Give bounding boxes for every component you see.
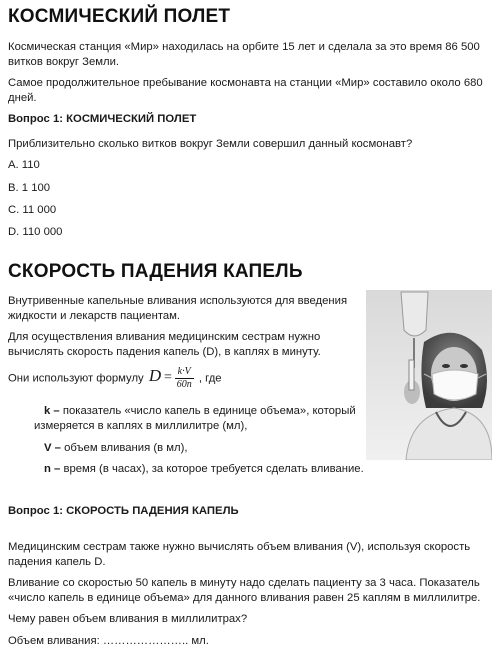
definition-key: n – (44, 463, 61, 475)
definition-k (44, 404, 356, 419)
paragraph-line: жидкости и лекарств пациентам. (8, 310, 181, 322)
drip-rate-formula (149, 366, 194, 391)
formula-intro: Они используют формулу (8, 372, 144, 385)
formula-line (8, 366, 222, 391)
paragraph-line: Медицинским сестрам также нужно вычислять объем вливания (V), используя скорость (8, 541, 471, 553)
paragraph-line: Внутривенные капельные вливания используются для введения (8, 295, 348, 307)
question-label-space: Вопрос 1: КОСМИЧЕСКИЙ ПОЛЕТ (8, 113, 197, 125)
paragraph-line: падения капель D. (8, 556, 106, 568)
definition-key: k – (44, 405, 60, 417)
definition-key: V – (44, 442, 61, 454)
question-prompt-volume: Чему равен объем вливания в миллилитрах? (8, 613, 248, 625)
answer-option-a[interactable]: A. 110 (8, 159, 40, 171)
formula-equals: = (163, 370, 172, 386)
paragraph-line: дней. (8, 92, 37, 104)
section-title-drip-rate: СКОРОСТЬ ПАДЕНИЯ КАПЕЛЬ (8, 261, 303, 282)
paragraph-station (8, 40, 480, 70)
formula-lhs: D (148, 366, 162, 386)
nurse-photo (366, 290, 492, 460)
paragraph-line: «число капель в единице объема» для данного вливания равен 25 каплям в миллилитре. (8, 592, 481, 604)
paragraph-line: вычислять скорость падения капель (D), в каплях в минуту. (8, 346, 321, 358)
paragraph-line: Космическая станция «Мир» находилась на орбите 15 лет и сделала за это время 86 500 (8, 41, 480, 53)
formula-numerator: k·V (175, 366, 194, 379)
definition-text: показатель «число капель в единице объема», который (59, 405, 356, 417)
definition-text: время (в часах), за которое требуется сделать вливание. (60, 463, 364, 475)
paragraph-line: Для осуществления вливания медицинским сестрам нужно (8, 331, 321, 343)
formula-after: , где (198, 372, 222, 385)
answer-option-c[interactable]: C. 11 000 (8, 204, 57, 216)
definition-v (44, 441, 188, 456)
question-paragraph-task (8, 576, 480, 606)
definition-k-cont: измеряется в каплях в миллилитре (мл), (34, 420, 248, 432)
definition-n (44, 462, 364, 477)
answer-option-b[interactable]: B. 1 100 (8, 182, 51, 194)
paragraph-iv-intro (8, 294, 347, 324)
paragraph-cosmonaut (8, 76, 483, 106)
paragraph-line: Самое продолжительное пребывание космонавта на станции «Мир» составило около 680 (8, 77, 483, 89)
section-title-space-flight: КОСМИЧЕСКИЙ ПОЛЕТ (8, 6, 231, 27)
question-text-space: Приблизительно сколько витков вокруг Земли совершил данный космонавт? (8, 138, 413, 150)
formula-denominator: 60n (176, 379, 192, 390)
question-label-drip: Вопрос 1: СКОРОСТЬ ПАДЕНИЯ КАПЕЛЬ (8, 505, 239, 517)
paragraph-line: витков вокруг Земли. (8, 56, 120, 68)
question-paragraph-volume (8, 540, 470, 570)
paragraph-line: Вливание со скоростью 50 капель в минуту надо сделать пациенту за 3 часа. Показатель (8, 577, 480, 589)
answer-field-volume[interactable]: Объем вливания: ………………….. мл. (8, 635, 209, 647)
formula-fraction (175, 366, 194, 391)
answer-option-d[interactable]: D. 110 000 (8, 226, 63, 238)
definition-text: объем вливания (в мл), (60, 442, 188, 454)
paragraph-nurses (8, 330, 321, 360)
